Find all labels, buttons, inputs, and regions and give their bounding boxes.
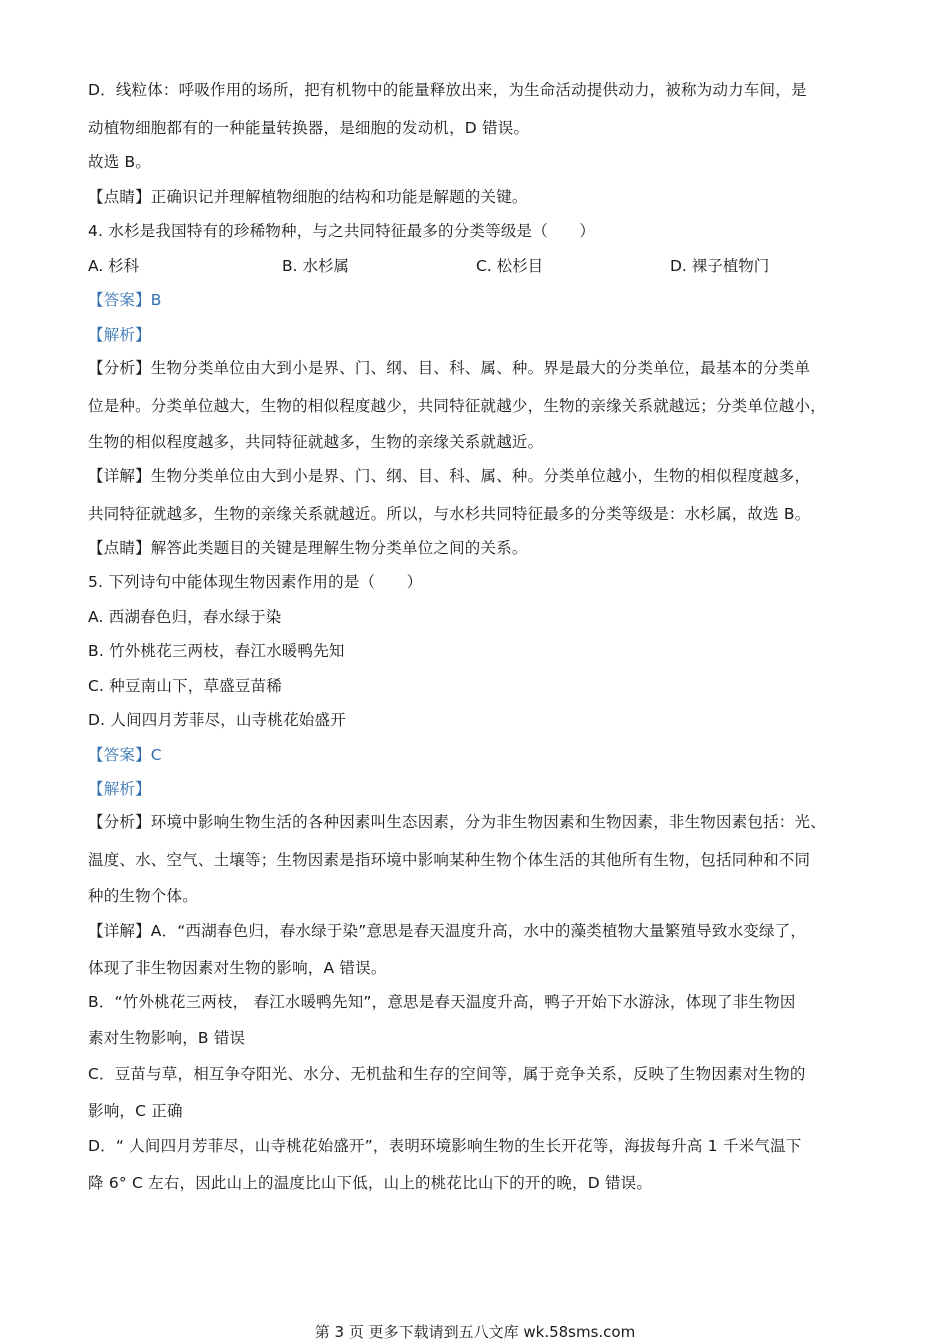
text-line: 种的生物个体。 (88, 887, 198, 905)
text-line: D．“ 人间四月芳菲尽，山寺桃花始盛开”，表明环境影响生物的生长开花等，海拔每升高 1 千米气温下 (88, 1137, 802, 1155)
text-line: 位是种。分类单位越大，生物的相似程度越少，共同特征就越少，生物的亲缘关系就越远；分类单位越小， (88, 397, 826, 415)
text-line: 故选 B。 (88, 153, 152, 171)
answer-label: 【答案】C (88, 746, 162, 764)
q5-option-d: D. 人间四月芳菲尽，山寺桃花始盛开 (88, 711, 346, 729)
question-5: 5. 下列诗句中能体现生物因素作用的是（ ） (88, 573, 423, 591)
text-line: 影响，C 正确 (88, 1102, 183, 1120)
text-line: 【分析】环境中影响生物生活的各种因素叫生态因素，分为非生物因素和生物因素，非生物因素包括：光、 (88, 813, 826, 831)
text-line: 【点睛】解答此类题目的关键是理解生物分类单位之间的关系。 (88, 539, 528, 557)
text-line: 温度、水、空气、土壤等；生物因素是指环境中影响某种生物个体生活的其他所有生物，包括同种和不同 (88, 851, 811, 869)
text-line: 【详解】生物分类单位由大到小是界、门、纲、目、科、属、种。分类单位越小，生物的相似程度越多， (88, 467, 811, 485)
answer-label: 【答案】B (88, 291, 162, 309)
analysis-label: 【解析】 (88, 326, 151, 344)
q4-option-b: B. 水杉属 (282, 257, 349, 275)
text-line: B．“竹外桃花三两枝， 春江水暖鸭先知”，意思是春天温度升高，鸭子开始下水游泳，体现了非生物因 (88, 993, 796, 1011)
q4-option-c: C. 松杉目 (476, 257, 544, 275)
analysis-label: 【解析】 (88, 780, 151, 798)
text-line: C．豆苗与草，相互争夺阳光、水分、无机盐和生存的空间等，属于竞争关系，反映了生物因素对生物的 (88, 1065, 806, 1083)
q4-option-a: A. 杉科 (88, 257, 140, 275)
text-line: 体现了非生物因素对生物的影响，A 错误。 (88, 959, 387, 977)
text-line: 降 6° C 左右，因此山上的温度比山下低，山上的桃花比山下的开的晚，D 错误。 (88, 1174, 653, 1192)
q4-option-d: D. 裸子植物门 (670, 257, 770, 275)
text-line: 动植物细胞都有的一种能量转换器，是细胞的发动机，D 错误。 (88, 119, 530, 137)
text-line: D．线粒体：呼吸作用的场所，把有机物中的能量释放出来，为生命活动提供动力，被称为动力车间，是 (88, 81, 807, 99)
text-line: 【详解】A．“西湖春色归，春水绿于染”意思是春天温度升高，水中的藻类植物大量繁殖导致水变绿了， (88, 922, 807, 940)
question-4: 4. 水杉是我国特有的珍稀物种，与之共同特征最多的分类等级是（ ） (88, 222, 596, 240)
q5-option-a: A. 西湖春色归，春水绿于染 (88, 608, 282, 626)
text-line: 素对生物影响，B 错误 (88, 1029, 246, 1047)
text-line: 【分析】生物分类单位由大到小是界、门、纲、目、科、属、种。界是最大的分类单位，最基本的分类单 (88, 359, 811, 377)
q5-option-c: C. 种豆南山下，草盛豆苗稀 (88, 677, 282, 695)
page-footer: 第 3 页 更多下载请到五八文库 wk.58sms.com (314, 1323, 636, 1341)
text-line: 【点睛】正确识记并理解植物细胞的结构和功能是解题的关键。 (88, 188, 528, 206)
text-line: 共同特征就越多，生物的亲缘关系就越近。所以，与水杉共同特征最多的分类等级是：水杉属，故选 B。 (88, 505, 811, 523)
text-line: 生物的相似程度越多，共同特征就越多，生物的亲缘关系就越近。 (88, 433, 544, 451)
q5-option-b: B. 竹外桃花三两枝，春江水暖鸭先知 (88, 642, 345, 660)
